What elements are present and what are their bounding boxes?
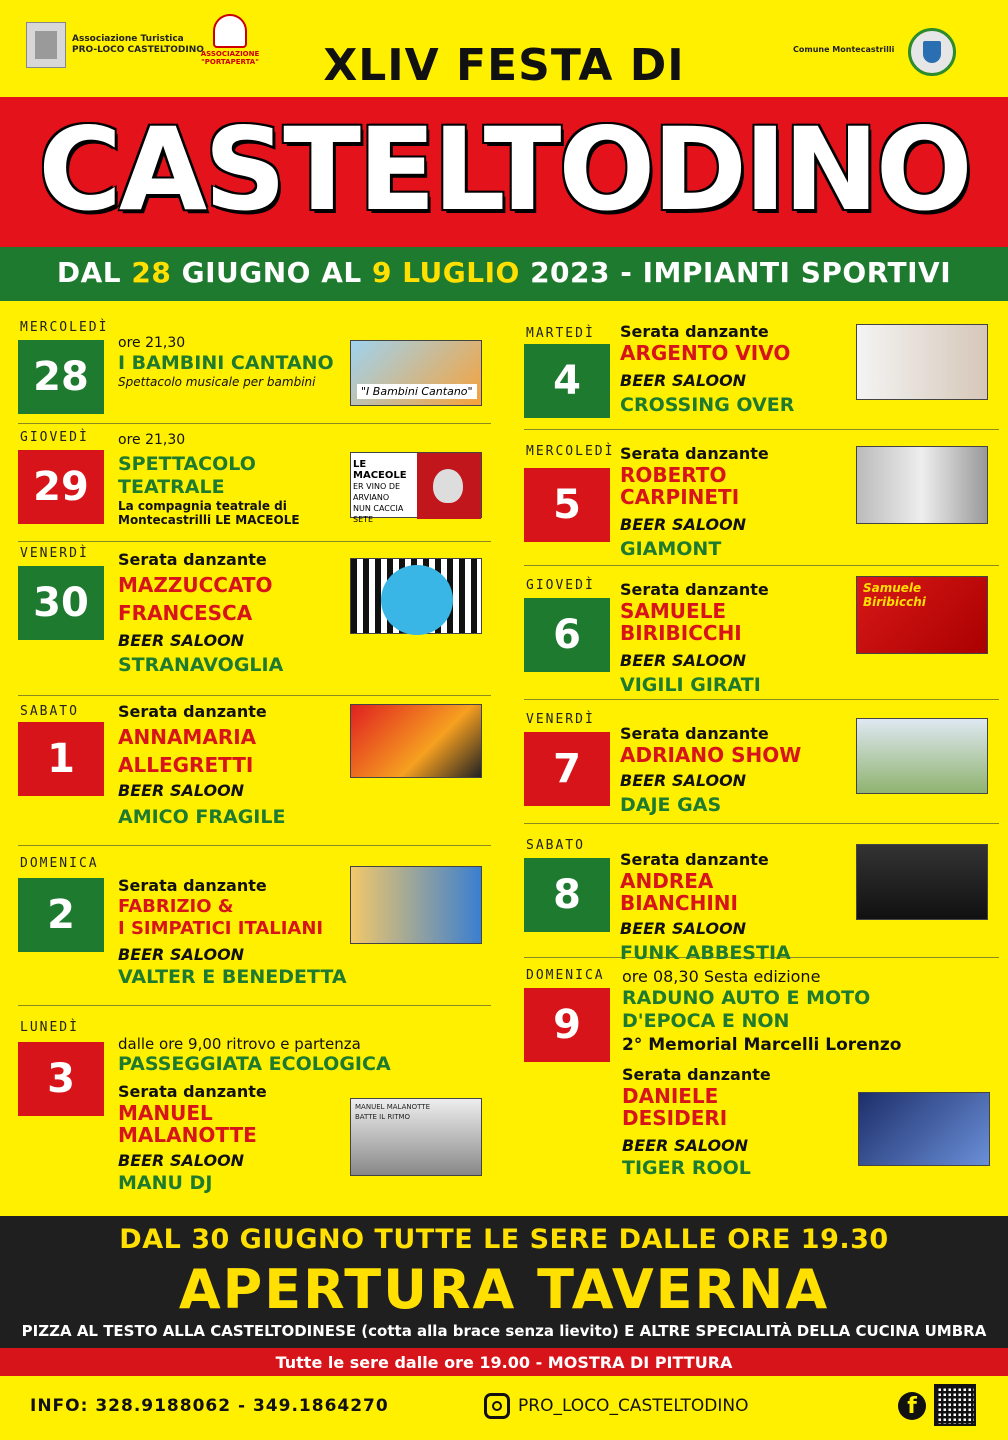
artist-line-2: MALANOTTE <box>118 1123 257 1147</box>
bambini-cantano-image <box>350 340 482 406</box>
instagram-link[interactable] <box>484 1393 748 1419</box>
day-number: 9 <box>524 988 610 1062</box>
beer-saloon-label: BEER SALOON <box>118 1151 245 1170</box>
day-number: 3 <box>18 1042 104 1116</box>
event-time: ore 08,30 <box>622 967 699 986</box>
adriano-show-photo <box>856 718 988 794</box>
serata-label: Serata danzante <box>118 876 267 895</box>
artist-line-1: MANUEL <box>118 1101 213 1125</box>
artist-line-1: ARGENTO VIVO <box>620 341 791 365</box>
band-name: GIAMONT <box>620 538 722 560</box>
dates-suffix: 2023 - IMPIANTI SPORTIVI <box>530 256 952 289</box>
beer-saloon-label: BEER SALOON <box>118 781 245 800</box>
festa-subtitle: XLIV FESTA DI <box>323 40 685 91</box>
event-desc-1: La compagnia teatrale di <box>118 499 287 513</box>
event-title: I BAMBINI CANTANO <box>118 352 334 374</box>
taverna-hours: DAL 30 GIUGNO TUTTE LE SERE DALLE ORE 19.30 <box>119 1224 889 1255</box>
event-day-8 <box>524 824 999 964</box>
event-day-30 <box>18 542 491 696</box>
argento-vivo-photo <box>856 324 988 400</box>
beer-saloon-label: BEER SALOON <box>620 919 747 938</box>
day-name: MARTEDÌ <box>526 326 595 341</box>
event-desc: Spettacolo musicale per bambini <box>118 375 316 389</box>
day-number: 5 <box>524 468 610 542</box>
day-name: SABATO <box>20 704 79 719</box>
day-number: 28 <box>18 340 104 414</box>
band-name: DAJE GAS <box>620 794 722 816</box>
event-day-1 <box>18 696 491 846</box>
beer-saloon-label: BEER SALOON <box>620 515 747 534</box>
day-name: MERCOLEDÌ <box>20 320 109 335</box>
memorial-line: 2° Memorial Marcelli Lorenzo <box>622 1035 902 1055</box>
malanotte-thumb-label: MANUEL MALANOTTE <box>355 1103 431 1111</box>
beer-saloon-label: BEER SALOON <box>620 371 747 390</box>
day-name: MERCOLEDÌ <box>526 444 615 459</box>
event-time: ore 21,30 <box>118 335 186 351</box>
dates-prefix: DAL <box>56 256 122 289</box>
day-number: 30 <box>18 566 104 640</box>
maceole-image <box>350 452 482 524</box>
day-name: DOMENICA <box>20 856 99 871</box>
event-day-28 <box>18 316 491 424</box>
event-day-9 <box>524 958 999 1186</box>
event-day-2 <box>18 846 491 1006</box>
day-name: LUNEDÌ <box>20 1020 79 1035</box>
artist-line-2: I SIMPATICI ITALIANI <box>118 918 324 939</box>
day-name: VENERDÌ <box>20 546 89 561</box>
francesca-photo <box>350 558 482 634</box>
comune-label: Comune Montecastrilli <box>793 45 895 54</box>
artist-line-1: ANNAMARIA <box>118 725 257 749</box>
dates-mid1: GIUGNO AL <box>181 256 362 289</box>
artist-line-2: FRANCESCA <box>118 601 253 625</box>
mostra-line: Tutte le sere dalle ore 19.00 - MOSTRA DI PITTURA <box>275 1353 733 1372</box>
day-name: SABATO <box>526 838 585 853</box>
instagram-icon <box>484 1393 510 1419</box>
artist-line-1: ROBERTO <box>620 463 727 487</box>
artist-line-1: MAZZUCCATO <box>118 573 273 597</box>
desideri-photo <box>858 1092 990 1166</box>
maceole-thumb-line3: NUN CACCIA SETE <box>353 504 404 524</box>
biribicchi-photo <box>856 576 988 654</box>
day-number: 8 <box>524 858 610 932</box>
artist-line-2: ALLEGRETTI <box>118 753 254 777</box>
maceole-thumb-title: LE MACEOLE <box>353 459 407 481</box>
artist-line-2: BIRIBICCHI <box>620 621 742 645</box>
serata-label: Serata danzante <box>620 580 769 599</box>
artist-line-1: FABRIZIO & <box>118 896 234 917</box>
beer-saloon-label: BEER SALOON <box>118 945 245 964</box>
theatre-masks-icon <box>417 453 481 519</box>
serata-label: Serata danzante <box>620 322 769 341</box>
day-number: 29 <box>18 450 104 524</box>
facebook-icon[interactable]: f <box>898 1392 926 1420</box>
serata-label: Serata danzante <box>118 702 267 721</box>
serata-label: Serata danzante <box>622 1065 771 1084</box>
andrea-bianchini-photo <box>856 844 988 920</box>
biribicchi-thumb-label: Samuele Biribicchi <box>863 581 926 609</box>
artist-line-2: DESIDERI <box>622 1106 728 1130</box>
event-day-4 <box>524 316 999 430</box>
band-name: CROSSING OVER <box>620 394 795 416</box>
band-name: AMICO FRAGILE <box>118 806 286 828</box>
date-start: 28 <box>131 256 172 289</box>
left-column <box>18 316 491 1200</box>
band-name: TIGER ROOL <box>622 1157 751 1179</box>
artist-line-1: ANDREA <box>620 869 714 893</box>
artist-line-1: ADRIANO SHOW <box>620 743 802 767</box>
artist-line-1: SAMUELE <box>620 599 727 623</box>
assoc-line1: Associazione Turistica <box>72 34 184 44</box>
serata-label: Serata danzante <box>118 550 267 569</box>
beer-saloon-label: BEER SALOON <box>118 631 245 650</box>
band-name: VIGILI GIRATI <box>620 674 761 696</box>
page-title: CASTELTODINO <box>38 103 970 236</box>
instagram-handle: PRO_LOCO_CASTELTODINO <box>518 1396 749 1416</box>
day-name: GIOVEDÌ <box>20 430 89 445</box>
event-time: dalle ore 9,00 <box>118 1035 222 1053</box>
serata-label: Serata danzante <box>620 850 769 869</box>
day-name: DOMENICA <box>526 968 605 983</box>
serata-label: Serata danzante <box>620 444 769 463</box>
dates-mid2: LUGLIO <box>402 256 520 289</box>
band-name: STRANAVOGLIA <box>118 654 284 676</box>
day-number: 6 <box>524 598 610 672</box>
qr-code-icon[interactable] <box>934 1384 976 1426</box>
portaperta-line2: "PORTAPERTA" <box>201 58 259 66</box>
band-name: VALTER E BENEDETTA <box>118 966 347 988</box>
day-number: 1 <box>18 722 104 796</box>
dates-line <box>0 256 1008 289</box>
fabrizio-photo <box>350 866 482 944</box>
raduno-line-2: D'EPOCA E NON <box>622 1010 790 1032</box>
info-phones: INFO: 328.9188062 - 349.1864270 <box>30 1396 389 1416</box>
event-time-2: Sesta edizione <box>703 967 821 986</box>
day-number: 2 <box>18 878 104 952</box>
walk-title: PASSEGGIATA ECOLOGICA <box>118 1053 391 1075</box>
day-name: VENERDÌ <box>526 712 595 727</box>
beer-saloon-label: BEER SALOON <box>620 651 747 670</box>
event-desc-2: Montecastrilli LE MACEOLE <box>118 513 300 527</box>
event-time: ore 21,30 <box>118 432 186 448</box>
carpineti-photo <box>856 446 988 524</box>
event-day-6 <box>524 566 999 700</box>
day-number: 7 <box>524 732 610 806</box>
event-time-2: ritrovo e partenza <box>226 1035 361 1053</box>
raduno-line-1: RADUNO AUTO E MOTO <box>622 987 871 1009</box>
maceole-thumb-line2: ER VINO DE ARVIANO <box>353 482 401 502</box>
date-end: 9 <box>371 256 392 289</box>
band-name: FUNK ABBESTIA <box>620 942 791 964</box>
event-day-7 <box>524 700 999 824</box>
taverna-title: APERTURA TAVERNA <box>178 1258 830 1321</box>
event-day-3 <box>18 1006 491 1200</box>
portaperta-line1: ASSOCIAZIONE <box>200 50 260 58</box>
malanotte-thumb-label-2: BATTE IL RITMO <box>355 1113 411 1121</box>
event-title-2: TEATRALE <box>118 476 225 498</box>
assoc-line2: PRO-LOCO CASTELTODINO <box>72 45 204 55</box>
artist-line-1: DANIELE <box>622 1084 719 1108</box>
event-day-5 <box>524 430 999 566</box>
artist-line-2: CARPINETI <box>620 485 740 509</box>
beer-saloon-label: BEER SALOON <box>620 771 747 790</box>
day-number: 4 <box>524 344 610 418</box>
event-day-29 <box>18 424 491 542</box>
serata-label: Serata danzante <box>118 1082 267 1101</box>
taverna-desc: PIZZA AL TESTO ALLA CASTELTODINESE (cotta alla brace senza lievito) E ALTRE SPECIALITÀ DELLA CUCINA UMBRA <box>21 1322 987 1340</box>
band-name: MANU DJ <box>118 1172 213 1194</box>
artist-line-2: BIANCHINI <box>620 891 738 915</box>
day-name: GIOVEDÌ <box>526 578 595 593</box>
event-title-1: SPETTACOLO <box>118 453 256 475</box>
annamaria-photo <box>350 704 482 778</box>
serata-label: Serata danzante <box>620 724 769 743</box>
beer-saloon-label: BEER SALOON <box>622 1136 749 1155</box>
right-column <box>524 316 999 1186</box>
malanotte-photo <box>350 1098 482 1176</box>
bambini-thumb-label: "I Bambini Cantano" <box>357 384 477 399</box>
